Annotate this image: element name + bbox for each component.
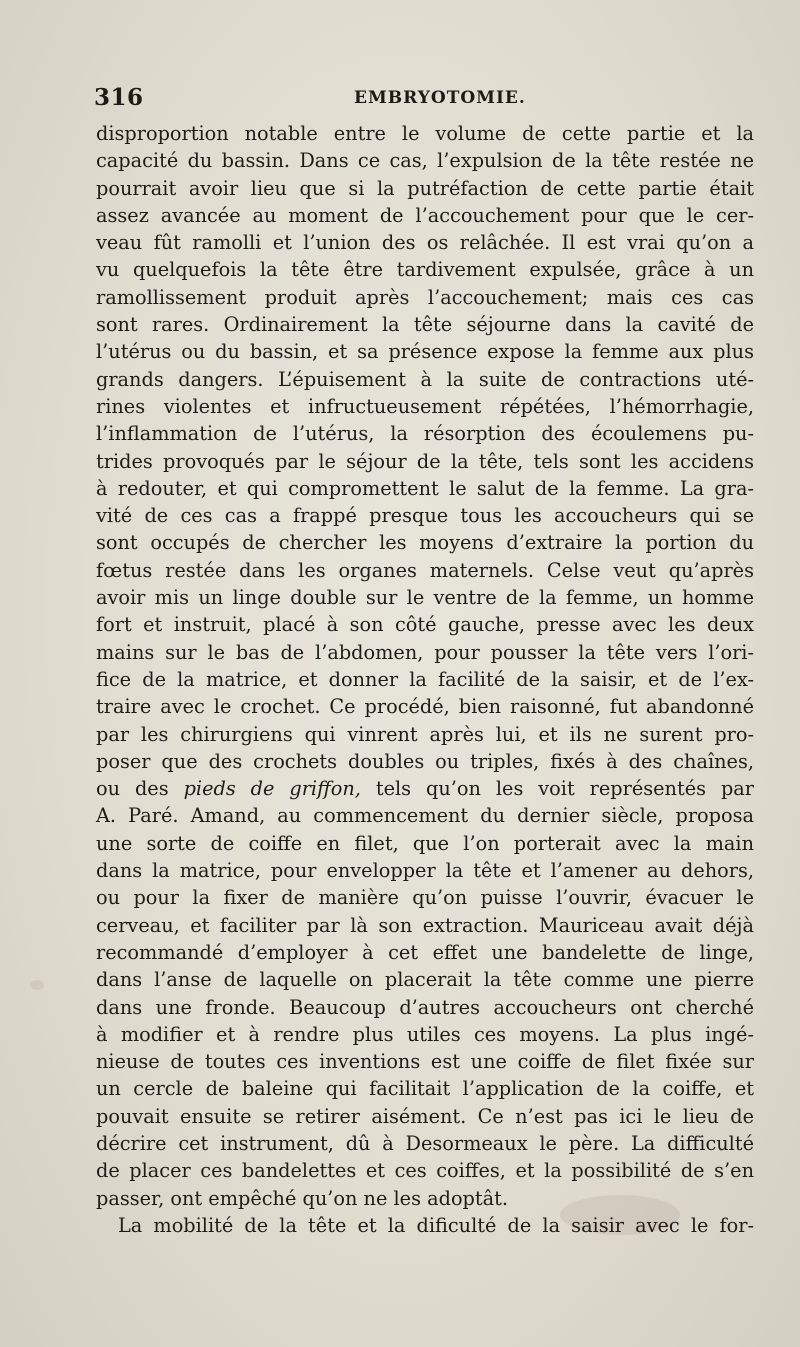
page-speck bbox=[30, 980, 44, 990]
text-line: fœtus restée dans les organes maternels. Celse veut qu’après bbox=[96, 558, 754, 582]
text-line: A. Paré. Amand, au commencement du dernier siècle, proposa bbox=[96, 804, 754, 828]
text-line: vité de ces cas a frappé presque tous les accoucheurs qui se bbox=[96, 504, 754, 528]
text-line: de placer ces bandelettes et ces coiffes, et la possibilité de s’en bbox=[96, 1159, 754, 1183]
paragraph-start-line: La mobilité de la tête et la dificulté de la saisir avec le for- bbox=[118, 1213, 754, 1237]
text-line: traire avec le crochet. Ce procédé, bien raisonné, fut abandonné bbox=[96, 695, 754, 719]
text-line: un cercle de baleine qui facilitait l’application de la coiffe, et bbox=[96, 1077, 754, 1101]
text-line: l’utérus ou du bassin, et sa présence expose la femme aux plus bbox=[96, 340, 754, 364]
text-line: capacité du bassin. Dans ce cas, l’expulsion de la tête restée ne bbox=[96, 149, 754, 173]
text-line: vu quelquefois la tête être tardivement expulsée, grâce à un bbox=[96, 258, 754, 282]
text-line: disproportion notable entre le volume de cette partie et la bbox=[96, 122, 754, 145]
text-line: recommandé d’employer à cet effet une bandelette de linge, bbox=[96, 940, 754, 964]
text-line: rines violentes et infructueusement répétées, l’hémorrhagie, bbox=[96, 394, 754, 418]
italic-phrase: pieds de griffon, bbox=[183, 777, 361, 801]
text-line: ramollissement produit après l’accouchement; mais ces cas bbox=[96, 285, 754, 309]
text-line-mixed bbox=[96, 775, 754, 802]
text-line: fice de la matrice, et donner la facilité de la saisir, et de l’ex- bbox=[96, 667, 754, 691]
text-line: à redouter, et qui compromettent le salut de la femme. La gra- bbox=[96, 476, 754, 500]
text-line: dans la matrice, pour envelopper la tête et l’amener au dehors, bbox=[96, 859, 754, 883]
text-line: grands dangers. L’épuisement à la suite de contractions uté- bbox=[96, 367, 754, 391]
text-line: mains sur le bas de l’abdomen, pour pousser la tête vers l’ori- bbox=[96, 640, 754, 664]
text-line: ou pour la fixer de manière qu’on puisse l’ouvrir, évacuer le bbox=[96, 886, 754, 910]
text-line: avoir mis un linge double sur le ventre de la femme, un homme bbox=[96, 586, 754, 610]
text-line: l’inflammation de l’utérus, la résorption des écoulemens pu- bbox=[96, 422, 754, 446]
text-fragment: tels qu’on les voit représentés par bbox=[375, 777, 755, 801]
text-line: sont occupés de chercher les moyens d’extraire la portion du bbox=[96, 531, 754, 555]
text-line: à modifier et à rendre plus utiles ces moyens. La plus ingé- bbox=[96, 1022, 754, 1046]
running-title: EMBRYOTOMIE. bbox=[354, 88, 526, 108]
body-text bbox=[96, 120, 754, 1239]
text-line: par les chirurgiens qui vinrent après lui, et ils ne surent pro- bbox=[96, 722, 754, 746]
text-line: poser que des crochets doubles ou triples, fixés à des chaînes, bbox=[96, 749, 754, 773]
text-line: pouvait ensuite se retirer aisément. Ce n’est pas ici le lieu de bbox=[96, 1104, 754, 1128]
text-line: une sorte de coiffe en filet, que l’on porterait avec la main bbox=[96, 831, 754, 855]
paragraph-end-line: passer, ont empêché qu’on ne les adoptât. bbox=[96, 1186, 509, 1210]
text-line: trides provoqués par le séjour de la tête, tels sont les accidens bbox=[96, 449, 754, 473]
text-line: fort et instruit, placé à son côté gauche, presse avec les deux bbox=[96, 613, 754, 637]
text-line: décrire cet instrument, dû à Desormeaux le père. La difficulté bbox=[96, 1131, 754, 1155]
text-line: assez avancée au moment de l’accouchement pour que le cer- bbox=[96, 203, 754, 227]
text-line: dans l’anse de laquelle on placerait la tête comme une pierre bbox=[96, 968, 754, 992]
text-line: dans une fronde. Beaucoup d’autres accoucheurs ont cherché bbox=[96, 995, 754, 1019]
text-line: veau fût ramolli et l’union des os relâchée. Il est vrai qu’on a bbox=[96, 231, 754, 255]
text-line: cerveau, et faciliter par là son extraction. Mauriceau avait déjà bbox=[96, 913, 754, 937]
text-line: sont rares. Ordinairement la tête séjourne dans la cavité de bbox=[96, 313, 754, 337]
text-line: nieuse de toutes ces inventions est une coiffe de filet fixée sur bbox=[96, 1050, 754, 1074]
page-header bbox=[94, 84, 754, 116]
text-line: pourrait avoir lieu que si la putréfaction de cette partie était bbox=[96, 176, 754, 200]
page-number: 316 bbox=[94, 84, 144, 111]
text-fragment: ou des bbox=[96, 777, 184, 801]
